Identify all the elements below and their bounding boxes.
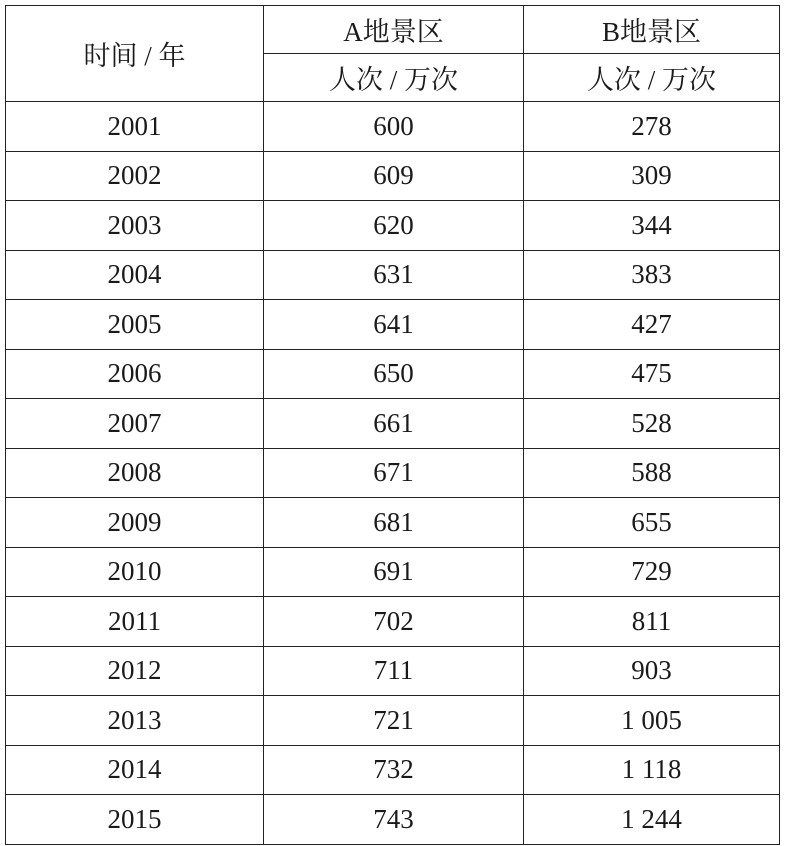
table-row: [6, 102, 780, 152]
time-header: 时间 / 年: [6, 6, 264, 102]
year-cell: 2006: [6, 349, 264, 399]
value-b-cell: 309: [524, 151, 780, 201]
year-cell: 2001: [6, 102, 264, 152]
value-b-cell: 903: [524, 646, 780, 696]
table-row: [6, 795, 780, 845]
year-cell: 2002: [6, 151, 264, 201]
value-a-cell: 650: [264, 349, 524, 399]
table-row: [6, 151, 780, 201]
year-cell: 2010: [6, 547, 264, 597]
value-a-cell: 609: [264, 151, 524, 201]
column-b-unit: 人次 / 万次: [524, 54, 780, 102]
table-row: [6, 300, 780, 350]
year-cell: 2011: [6, 597, 264, 647]
column-a-unit: 人次 / 万次: [264, 54, 524, 102]
column-b-name: B地景区: [524, 6, 780, 54]
data-table-container: [5, 5, 780, 845]
visitor-table: [5, 5, 780, 845]
value-b-cell: 383: [524, 250, 780, 300]
value-b-cell: 1 005: [524, 696, 780, 746]
year-cell: 2015: [6, 795, 264, 845]
value-a-cell: 631: [264, 250, 524, 300]
value-a-cell: 661: [264, 399, 524, 449]
value-b-cell: 344: [524, 201, 780, 251]
value-b-cell: 278: [524, 102, 780, 152]
value-b-cell: 1 118: [524, 745, 780, 795]
value-b-cell: 1 244: [524, 795, 780, 845]
value-a-cell: 681: [264, 498, 524, 548]
value-a-cell: 641: [264, 300, 524, 350]
table-row: [6, 498, 780, 548]
value-b-cell: 528: [524, 399, 780, 449]
value-a-cell: 721: [264, 696, 524, 746]
table-row: [6, 745, 780, 795]
value-a-cell: 743: [264, 795, 524, 845]
value-b-cell: 588: [524, 448, 780, 498]
value-a-cell: 600: [264, 102, 524, 152]
table-row: [6, 597, 780, 647]
table-row: [6, 349, 780, 399]
value-b-cell: 427: [524, 300, 780, 350]
column-a-name: A地景区: [264, 6, 524, 54]
value-b-cell: 811: [524, 597, 780, 647]
year-cell: 2008: [6, 448, 264, 498]
value-a-cell: 691: [264, 547, 524, 597]
table-row: [6, 547, 780, 597]
year-cell: 2007: [6, 399, 264, 449]
table-row: [6, 399, 780, 449]
year-cell: 2013: [6, 696, 264, 746]
value-b-cell: 729: [524, 547, 780, 597]
year-cell: 2005: [6, 300, 264, 350]
table-row: [6, 646, 780, 696]
value-a-cell: 620: [264, 201, 524, 251]
year-cell: 2003: [6, 201, 264, 251]
value-a-cell: 671: [264, 448, 524, 498]
header-row-names: [6, 6, 780, 54]
year-cell: 2009: [6, 498, 264, 548]
table-row: [6, 448, 780, 498]
table-row: [6, 201, 780, 251]
value-b-cell: 655: [524, 498, 780, 548]
year-cell: 2014: [6, 745, 264, 795]
table-row: [6, 696, 780, 746]
year-cell: 2004: [6, 250, 264, 300]
value-a-cell: 711: [264, 646, 524, 696]
table-row: [6, 250, 780, 300]
value-a-cell: 732: [264, 745, 524, 795]
value-a-cell: 702: [264, 597, 524, 647]
value-b-cell: 475: [524, 349, 780, 399]
table-header: [6, 6, 780, 102]
year-cell: 2012: [6, 646, 264, 696]
table-body: [6, 102, 780, 845]
